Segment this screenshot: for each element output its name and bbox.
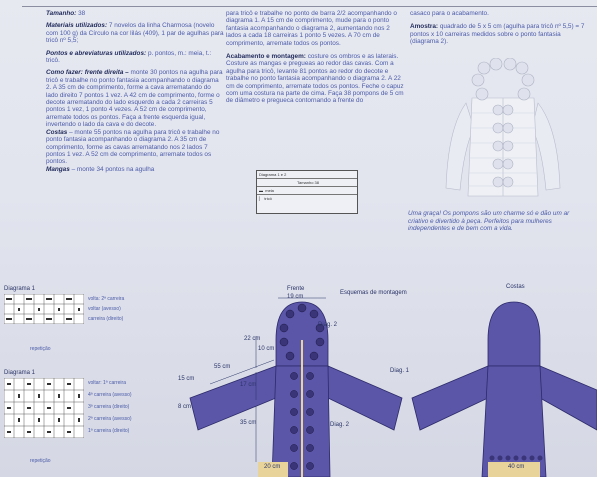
diagram2-line-2: 4ª carreira (avesso) [88,392,132,398]
label-esquemas: Esquemas de montagem [340,290,407,296]
cardigan-photo [438,58,568,208]
label-40cm: 40 cm [508,464,525,470]
diagram1-line-2: voltar (avesso) [88,306,121,312]
instructions-column-1 [46,10,224,173]
sleeves-heading: Mangas [46,165,70,173]
gauge-text: quadrado de 5 x 5 cm (agulha para tricô nº 5,5) = 7 pontos x 10 carreiras medidos sobre o ponto fantasia (diagrama 2). [410,23,585,46]
finishing-heading: Acabamento e montagem: [226,53,306,61]
legend-row-purl: ▏ tricô [259,196,272,201]
label-55cm: 55 cm [214,364,231,370]
back-heading: Costas [46,128,68,136]
finishing-continued-text: casaco para o acabamento. [410,10,489,17]
diagram1-line-1: volta: 2ª carreira [88,296,125,302]
label-diag1-sleeve: Diag. 1 [390,368,410,374]
top-rule [22,6,597,7]
label-20cm: 20 cm [264,464,281,470]
label-diag2-hood: Diag. 2 [318,322,338,328]
legend-sub: Tamanho 38 [257,179,357,187]
size-value: 38 [78,10,86,17]
diagram1-title: Diagrama 1 [4,286,36,292]
label-22cm: 22 cm [244,336,261,342]
diagram2-grid [4,378,84,438]
label-10cm: 10 cm [258,346,275,352]
label-diag2-body: Diag. 2 [330,422,350,428]
diagram2-line-3: 3ª carreira (direito) [88,404,130,410]
stitches-heading: Pontos e abreviaturas utilizados: [46,49,147,57]
howto-heading: Como fazer: frente direita – [46,69,129,77]
back-schematic [412,302,597,477]
back-text: – monte 55 pontos na agulha para tricô e trabalhe no ponto fantasia acompanhando o diagrama 2. A 35 cm de comprimento, forme as cavas arrematando nos 2 lados 7 pontos 1 vez. A 52 cm de comprimento, arremate todos os pontos. [46,128,220,166]
front-schematic [190,298,402,477]
label-35cm: 35 cm [240,420,257,426]
assembly-schematics [150,280,597,477]
gauge-heading: Amostra: [410,23,439,31]
label-frente: Frente [287,286,305,292]
label-costas: Costas [506,284,525,290]
sleeves-text: – monte 34 pontos na agulha [71,165,155,173]
materials-text: 7 novelos da linha Charmosa (novelo com 100 g) da Círculo na cor lilás (409), 1 par de agulhas para tricô nº 5,5; [46,22,224,45]
label-19cm: 19 cm [287,294,304,300]
photo-caption: Uma graça! Os pompons são um charme só e dão um ar criativo e divertido à peça. Perfeitos para mulheres independentes e de bem com a vida. [408,210,570,233]
stitches-text: p. pontos, m.: meia, t.: tricô. [46,49,212,65]
legend-knit-label: meia [265,188,274,193]
diagram2-repeat: repetição [30,458,51,464]
diagram2-line-4: 2ª carreira (avesso) [88,416,132,422]
label-15cm: 15 cm [178,376,195,382]
diagram2-line-5: 1ª carreira (direito) [88,428,130,434]
legend-table [256,170,358,214]
finishing-text: costure os ombros e as laterais. Costure as mangas e pregueas ao redor das cavas. Com a agulha para tricô, levante 81 pontos ao redor do decote e trabalhe no ponto fantasia acompanhando o diagrama 2. A 22 cm de comprimento, arremate todos os pontos. Feche o capuz com uma costura na parte de cima. Faça 38 pompons de 5 cm de diâmetro e pregueca contornando a frente do [226,53,404,105]
legend-row-knit: ▬ meia [257,187,357,195]
legend-purl-label: tricô [264,196,272,201]
diagram1-grid [4,294,84,324]
howto-text: monte 30 pontos na agulha para tricô e trabalhe no ponto fantasia acompanhando o diagrama 2. A 35 cm de comprimento, forme a cava arrematando do lado direito 7 pontos 1 vez. A 42 cm de comprimento, forme o decote arrematando do lado esquerdo a cada 2 carreiras 5 pontos 1 vez, 1 ponto 4 vezes. A 52 cm de comprimento, arremate todos os pontos. Faça a frente esquerda igual, invertendo o lado da cava e do decote. [46,69,223,129]
diagram2-line-1: voltar: 1ª carreira [88,380,126,386]
size-heading: Tamanho: [46,10,77,17]
instructions-column-2 [226,10,406,105]
materials-heading: Materiais utilizados: [46,22,108,30]
diagram1-line-3: carreira (direito) [88,316,124,322]
diagram2-title: Diagrama 1 [4,370,36,376]
diagram1-repeat: repetição [30,346,51,352]
label-8cm: 8 cm [178,404,192,410]
legend-title: Diagrama 1 e 2 [257,171,357,179]
sleeves-continued-text: para tricô e trabalhe no ponto de barra 2/2 acompanhando o diagrama 1. A 15 cm de comprimento, mude para o ponto fantasia acompanhando o diagrama 2, aumentando nos 2 lados a cada 18 carreiras 1 ponto 5 vezes. A 70 cm de comprimento, arremate todos os pontos. [226,10,397,47]
label-17cm: 17 cm [240,382,257,388]
instructions-column-3 [410,10,590,46]
